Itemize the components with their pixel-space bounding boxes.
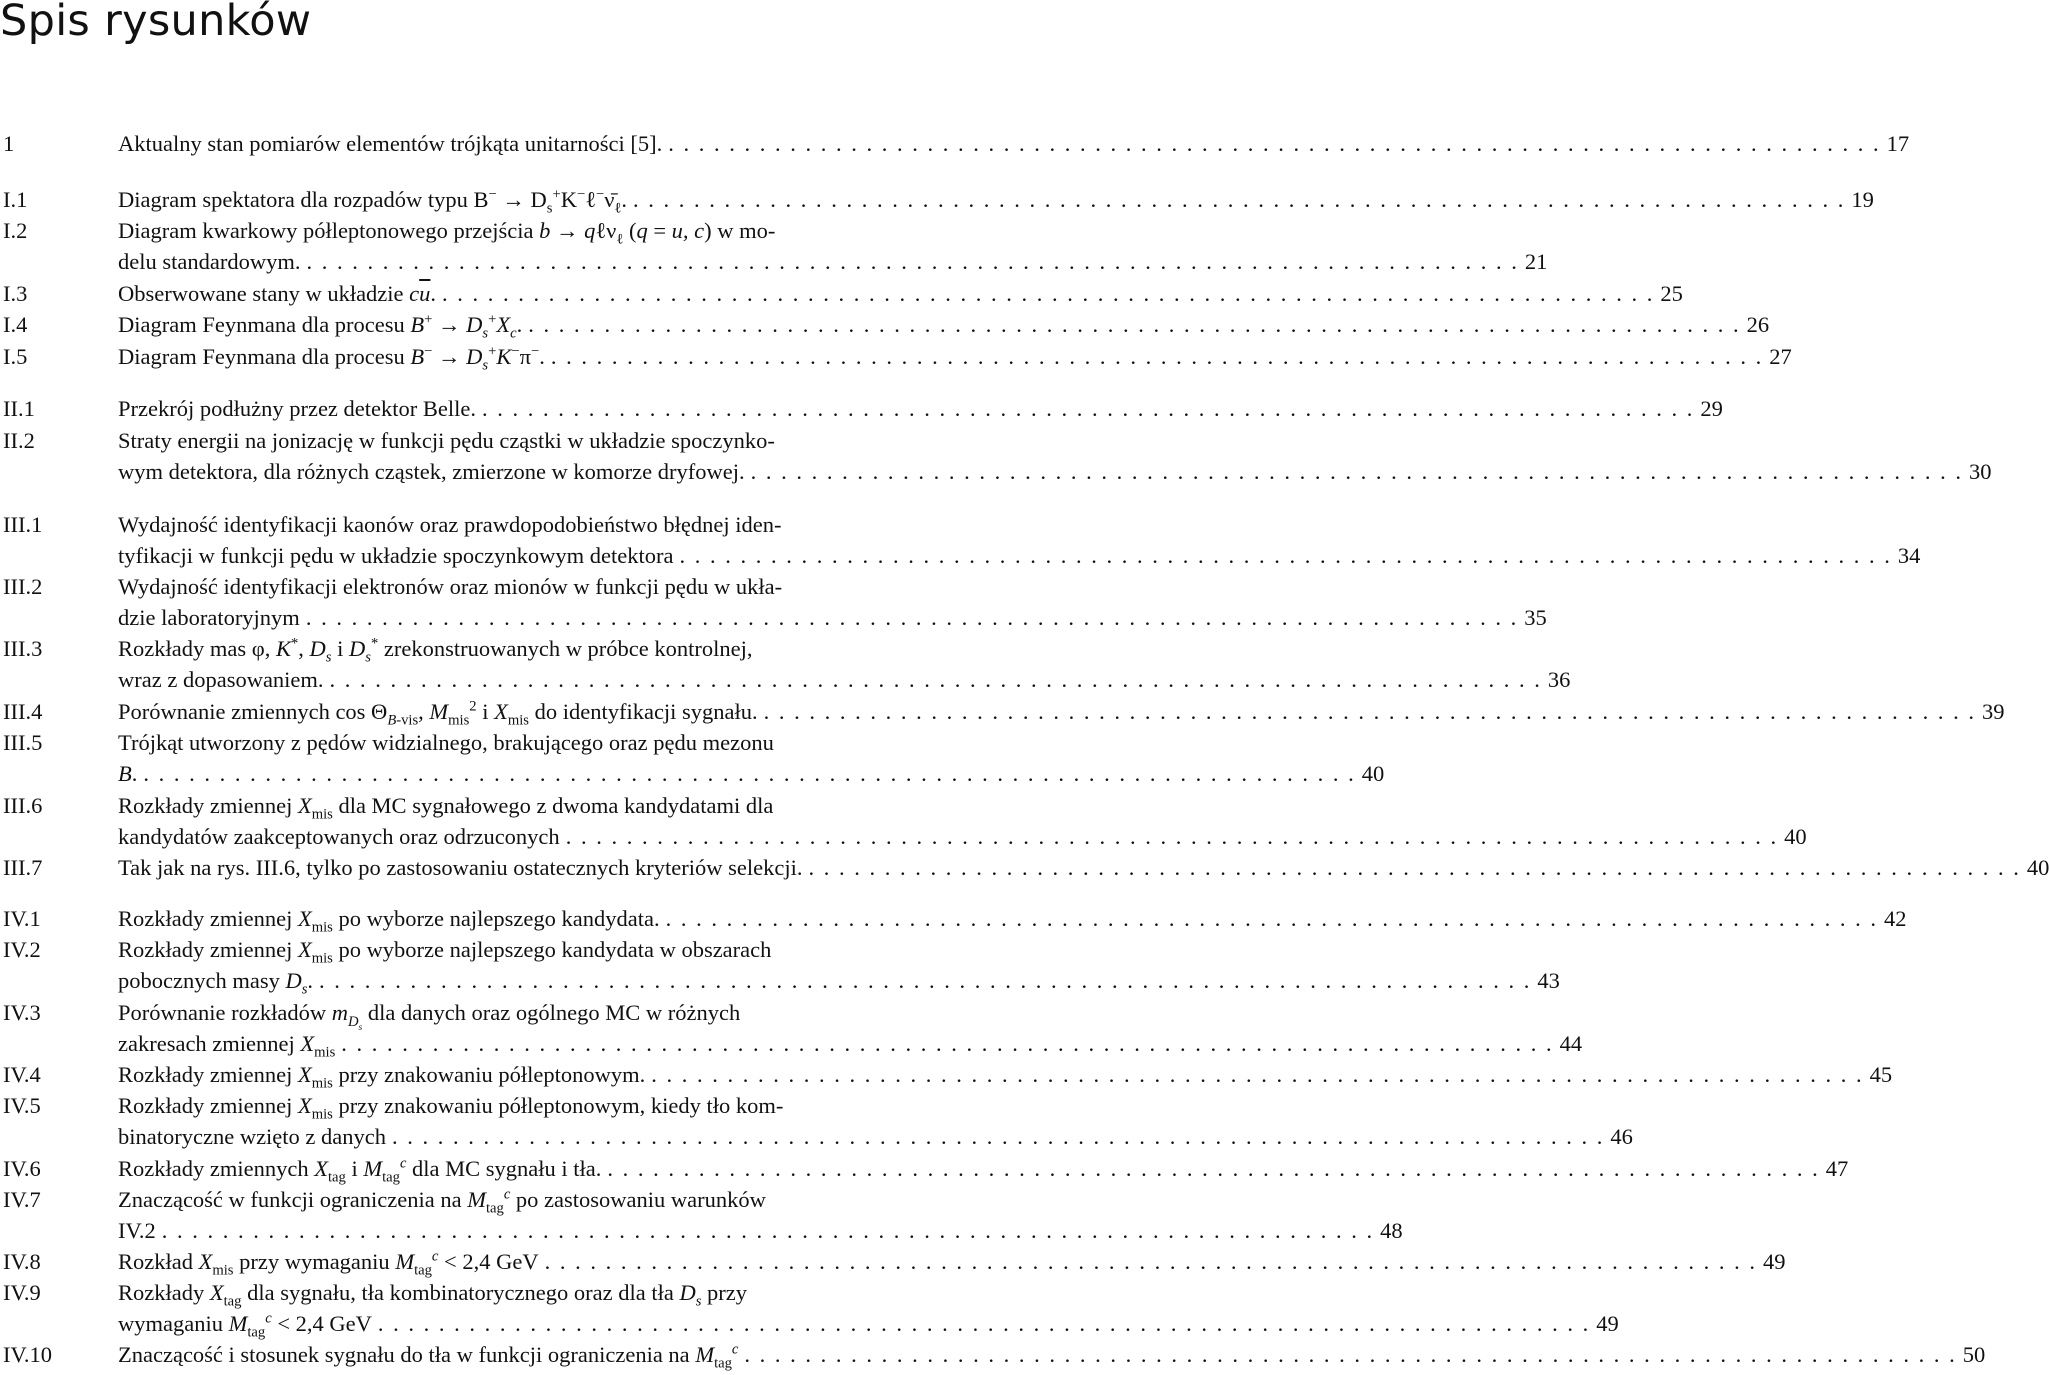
dot-leader: . . . . . . . . . . . . . . . . . . . . . . . . . . . . . . . . . . . . . . . . . . . . . . . . . . . . . . . . . . . . . . . . . . . . . . . . . . . . . . . . [744, 1342, 1957, 1367]
figure-caption-line: Diagram Feynmana dla procesu $B^- \to D_s^+K^-\pi^-$. [118, 343, 545, 374]
figure-number: IV.3 [3, 1000, 41, 1025]
figure-number: IV.1 [3, 906, 41, 931]
page-number: 25 [1660, 281, 1683, 306]
page-number: 40 [1361, 761, 1385, 786]
dot-leader: . . . . . . . . . . . . . . . . . . . . . . . . . . . . . . . . . . . . . . . . . . . . . . . . . . . . . . . . . . . . . . . . . . . . . . . . . . . . . . . . [161, 1218, 1375, 1243]
page-number: 34 [1897, 543, 1921, 568]
figure-caption-line: wym detektora, dla różnych cząstek, zmierzone w komorze dryfowej. [118, 459, 745, 484]
dot-leader: . . . . . . . . . . . . . . . . . . . . . . . . . . . . . . . . . . . . . . . . . . . . . . . . . . . . . . . . . . . . . . . . . . . . . . . . . . . . . . . . [633, 187, 1846, 212]
dot-leader: . . . . . . . . . . . . . . . . . . . . . . . . . . . . . . . . . . . . . . . . . . . . . . . . . . . . . . . . . . . . . . . . . . . . . . . . . . . . . . . . [665, 906, 1878, 931]
page-number: 50 [1962, 1342, 1986, 1367]
figure-number: II.1 [3, 396, 35, 421]
page-number: 44 [1559, 1031, 1583, 1056]
figure-number: I.5 [3, 344, 28, 369]
page-number: 40 [2026, 855, 2049, 880]
figure-number: IV.10 [3, 1342, 52, 1367]
page-number: 29 [1700, 396, 1723, 421]
figure-number: IV.5 [3, 1093, 41, 1118]
figure-caption-line: Diagram spektatora dla rozpadów typu $B^- \to D_s^+K^-\ell^-\nū_\ell$. [118, 186, 628, 217]
page-number: 27 [1769, 344, 1792, 369]
dot-leader: . . . . . . . . . . . . . . . . . . . . . . . . . . . . . . . . . . . . . . . . . . . . . . . . . . . . . . . . . . . . . . . . . . . . . . . . . . . . . . . . [607, 1156, 1820, 1181]
figure-caption-line: Rozkłady zmiennej $X_{mis}$ po wyborze najlepszego kandydata. [118, 906, 660, 936]
figure-number: I.3 [3, 281, 28, 306]
figure-number: IV.2 [3, 937, 41, 962]
figure-number: III.7 [3, 855, 43, 880]
figure-caption-line: zakresach zmiennej $X_{mis}$ [118, 1031, 336, 1061]
dot-leader: . . . . . . . . . . . . . . . . . . . . . . . . . . . . . . . . . . . . . . . . . . . . . . . . . . . . . . . . . . . . . . . . . . . . . . . . . . . . . . . . [306, 249, 1519, 274]
figure-caption-line: dzie laboratoryjnym [118, 605, 300, 630]
page-number: 46 [1610, 1124, 1633, 1149]
page-number: 39 [1982, 699, 2005, 724]
dot-leader: . . . . . . . . . . . . . . . . . . . . . . . . . . . . . . . . . . . . . . . . . . . . . . . . . . . . . . . . . . . . . . . . . . . . . . . . . . . . . . . . [550, 344, 1764, 369]
figure-caption-line: Straty energii na jonizację w funkcji pędu cząstki w układzie spoczynko- [118, 428, 775, 453]
figure-caption-line: Obserwowane stany w układzie $c\overline{u}$. [118, 281, 437, 306]
figure-caption-line: Rozkłady zmiennej $X_{mis}$ przy znakowaniu półleptonowym. [118, 1062, 646, 1092]
figure-caption-line: Tak jak na rys. III.6, tylko po zastosowaniu ostatecznych kryteriów selekcji. [118, 855, 803, 880]
figure-caption-line: Aktualny stan pomiarów elementów trójkąta unitarności [5]. [118, 131, 663, 156]
figure-caption-line: Wydajność identyfikacji kaonów oraz prawdopodobieństwo błędnej iden- [118, 512, 782, 537]
figure-caption-line: Przekrój podłużny przez detektor Belle. [118, 396, 476, 421]
figure-number: III.2 [3, 574, 43, 599]
dot-leader: . . . . . . . . . . . . . . . . . . . . . . . . . . . . . . . . . . . . . . . . . . . . . . . . . . . . . . . . . . . . . . . . . . . . . . . . . . . . . . . . [651, 1062, 1864, 1087]
figure-number: IV.8 [3, 1249, 41, 1274]
dot-leader: . . . . . . . . . . . . . . . . . . . . . . . . . . . . . . . . . . . . . . . . . . . . . . . . . . . . . . . . . . . . . . . . . . . . . . . . . . . . . . . . [808, 855, 2021, 880]
figure-number: II.2 [3, 428, 35, 453]
page-number: 48 [1380, 1218, 1403, 1243]
figure-number: IV.4 [3, 1062, 41, 1087]
figure-caption-line: Znaczącość i stosunek sygnału do tła w funkcji ograniczenia na $M_{tag}^c$ [118, 1341, 739, 1372]
page-number: 43 [1537, 968, 1560, 993]
figure-caption-line: Porównanie zmiennych $\cos \Theta_{B-vis}$, $M_{mis}^2$ i $X_{mis}$ do identyfikacji sygnału. [118, 698, 758, 729]
figure-caption-line: B. [118, 761, 138, 786]
page-number: 26 [1746, 312, 1770, 337]
figure-number: IV.9 [3, 1280, 41, 1305]
page-number: 19 [1851, 187, 1874, 212]
figure-caption-line: Diagram Feynmana dla procesu $B^+ \to D_s^+X_c$. [118, 311, 523, 342]
figure-caption-line: Diagram kwarkowy półleptonowego przejścia b → qℓν$_\ell$ (q = u, c) w mo- [118, 218, 776, 248]
figure-caption-line: Rozkłady $X_{tag}$ dla sygnału, tła kombinatorycznego oraz dla tła $D_s$ przy [118, 1280, 747, 1310]
dot-leader: . . . . . . . . . . . . . . . . . . . . . . . . . . . . . . . . . . . . . . . . . . . . . . . . . . . . . . . . . . . . . . . . . . . . . . . . . . . . . . . . [442, 281, 1655, 306]
figure-caption-line: Rozkłady zmiennej $X_{mis}$ przy znakowaniu półleptonowym, kiedy tło kom- [118, 1093, 784, 1123]
figure-caption-line: Rozkłady zmiennej $X_{mis}$ dla MC sygnałowego z dwoma kandydatami dla [118, 793, 774, 823]
page-number: 40 [1784, 824, 1807, 849]
dot-leader: . . . . . . . . . . . . . . . . . . . . . . . . . . . . . . . . . . . . . . . . . . . . . . . . . . . . . . . . . . . . . . . . . . . . . . . . . . . . . . . . [319, 968, 1532, 993]
dot-leader: . . . . . . . . . . . . . . . . . . . . . . . . . . . . . . . . . . . . . . . . . . . . . . . . . . . . . . . . . . . . . . . . . . . . . . . . . . . . . . . . [750, 459, 1963, 484]
page-title: Spis rysunków [0, 0, 312, 46]
figure-caption-line: delu standardowym. [118, 249, 301, 274]
figure-caption-line: binatoryczne wzięto z danych [118, 1124, 387, 1149]
dot-leader: . . . . . . . . . . . . . . . . . . . . . . . . . . . . . . . . . . . . . . . . . . . . . . . . . . . . . . . . . . . . . . . . . . . . . . . . . . . . . . . . [377, 1311, 1591, 1336]
dot-leader: . . . . . . . . . . . . . . . . . . . . . . . . . . . . . . . . . . . . . . . . . . . . . . . . . . . . . . . . . . . . . . . . . . . . . . . . . . . . . . . . [528, 312, 1741, 337]
figure-caption-line: Rozkłady mas φ, K*, $D_s$ i $D_s^*$ zrekonstruowanych w próbce kontrolnej, [118, 635, 753, 666]
figure-number: III.1 [3, 512, 43, 537]
figure-number: III.4 [3, 699, 43, 724]
page-number: 45 [1869, 1062, 1893, 1087]
page-number: 36 [1547, 667, 1571, 692]
dot-leader: . . . . . . . . . . . . . . . . . . . . . . . . . . . . . . . . . . . . . . . . . . . . . . . . . . . . . . . . . . . . . . . . . . . . . . . . . . . . . . . . [305, 605, 1519, 630]
figure-caption-line: pobocznych masy $D_s$. [118, 968, 314, 998]
figure-caption-line: wraz z dopasowaniem. [118, 667, 324, 692]
figure-caption-line: Znaczącość w funkcji ograniczenia na $M_{tag}^c$ po zastosowaniu warunków [118, 1186, 766, 1217]
figure-number: III.5 [3, 730, 43, 755]
figure-number: I.1 [3, 187, 28, 212]
dot-leader: . . . . . . . . . . . . . . . . . . . . . . . . . . . . . . . . . . . . . . . . . . . . . . . . . . . . . . . . . . . . . . . . . . . . . . . . . . . . . . . . [544, 1249, 1757, 1274]
dot-leader: . . . . . . . . . . . . . . . . . . . . . . . . . . . . . . . . . . . . . . . . . . . . . . . . . . . . . . . . . . . . . . . . . . . . . . . . . . . . . . . . [329, 667, 1542, 692]
page-number: 49 [1762, 1249, 1786, 1274]
dot-leader: . . . . . . . . . . . . . . . . . . . . . . . . . . . . . . . . . . . . . . . . . . . . . . . . . . . . . . . . . . . . . . . . . . . . . . . . . . . . . . . . [392, 1124, 1605, 1149]
page-number: 47 [1825, 1156, 1849, 1181]
dot-leader: . . . . . . . . . . . . . . . . . . . . . . . . . . . . . . . . . . . . . . . . . . . . . . . . . . . . . . . . . . . . . . . . . . . . . . . . . . . . . . . . [763, 699, 1977, 724]
figure-caption-line: tyfikacji w funkcji pędu w układzie spoczynkowym detektora [118, 543, 674, 568]
figure-number: III.3 [3, 636, 43, 661]
page-number: 35 [1524, 605, 1547, 630]
figure-number: 1 [3, 131, 15, 156]
figure-caption-line: Rozkłady zmiennej $X_{mis}$ po wyborze najlepszego kandydata w obszarach [118, 937, 772, 967]
figure-caption-line: kandydatów zaakceptowanych oraz odrzuconych [118, 824, 560, 849]
page-number: 30 [1969, 459, 1992, 484]
figure-caption-line: IV.2 [118, 1218, 156, 1243]
figure-caption-line: Porównanie rozkładów $m_{D_s}$ dla danych oraz ogólnego MC w różnych [118, 1000, 741, 1033]
figure-caption-line: Wydajność identyfikacji elektronów oraz mionów w funkcji pędu w ukła- [118, 574, 783, 599]
figure-number: IV.7 [3, 1187, 41, 1212]
figure-number: III.6 [3, 793, 43, 818]
figure-caption-line: Rozkłady zmiennych $X_{tag}$ i $M_{tag}^c$ dla MC sygnału i tła. [118, 1155, 602, 1186]
figure-number: IV.6 [3, 1156, 41, 1181]
page-number: 42 [1883, 906, 1907, 931]
dot-leader: . . . . . . . . . . . . . . . . . . . . . . . . . . . . . . . . . . . . . . . . . . . . . . . . . . . . . . . . . . . . . . . . . . . . . . . . . . . . . . . . [143, 761, 1356, 786]
dot-leader: . . . . . . . . . . . . . . . . . . . . . . . . . . . . . . . . . . . . . . . . . . . . . . . . . . . . . . . . . . . . . . . . . . . . . . . . . . . . . . . . [679, 543, 1892, 568]
page-number: 21 [1524, 249, 1548, 274]
figure-number: I.4 [3, 312, 28, 337]
figure-caption-line: wymaganiu $M_{tag}^c < 2,4$ GeV [118, 1310, 372, 1341]
dot-leader: . . . . . . . . . . . . . . . . . . . . . . . . . . . . . . . . . . . . . . . . . . . . . . . . . . . . . . . . . . . . . . . . . . . . . . . . . . . . . . . . [668, 131, 1881, 156]
page-number: 49 [1596, 1311, 1619, 1336]
dot-leader: . . . . . . . . . . . . . . . . . . . . . . . . . . . . . . . . . . . . . . . . . . . . . . . . . . . . . . . . . . . . . . . . . . . . . . . . . . . . . . . . [341, 1031, 1554, 1056]
dot-leader: . . . . . . . . . . . . . . . . . . . . . . . . . . . . . . . . . . . . . . . . . . . . . . . . . . . . . . . . . . . . . . . . . . . . . . . . . . . . . . . . [482, 396, 1695, 421]
figure-number: I.2 [3, 218, 28, 243]
dot-leader: . . . . . . . . . . . . . . . . . . . . . . . . . . . . . . . . . . . . . . . . . . . . . . . . . . . . . . . . . . . . . . . . . . . . . . . . . . . . . . . . [565, 824, 1779, 849]
figure-caption-line: Rozkład $X_{mis}$ przy wymaganiu $M_{tag}^c < 2,4$ GeV [118, 1248, 539, 1279]
figure-caption-line: Trójkąt utworzony z pędów widzialnego, brakującego oraz pędu mezonu [118, 730, 774, 755]
page-number: 17 [1886, 131, 1910, 156]
